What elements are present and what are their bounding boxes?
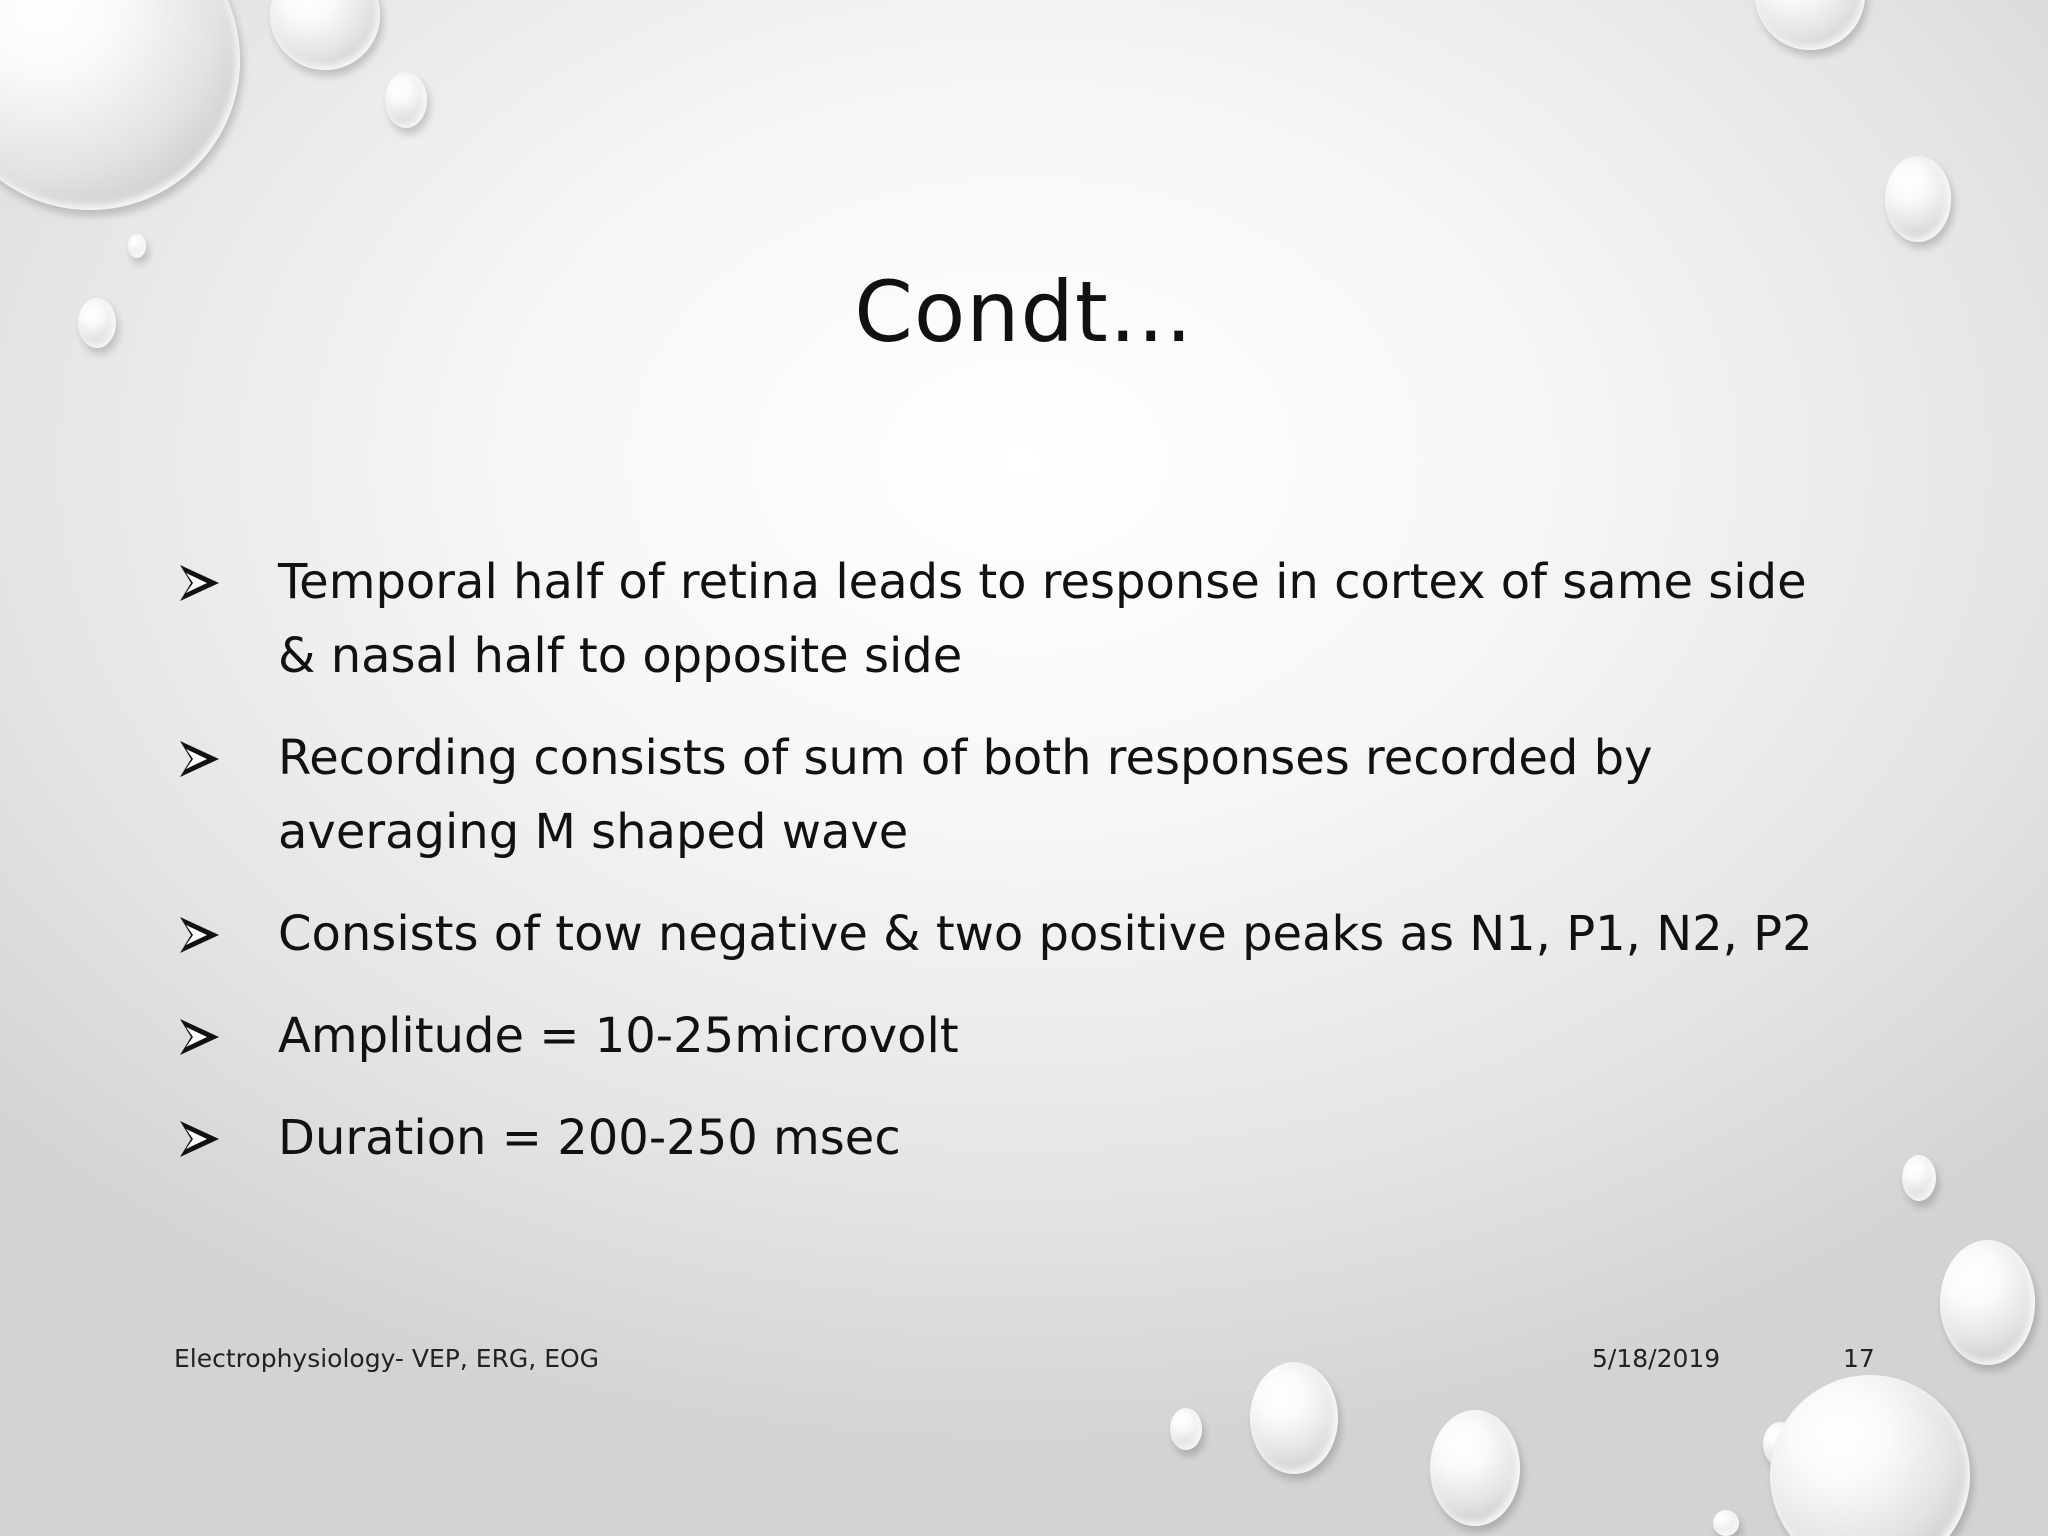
bullet-item <box>170 545 1820 693</box>
water-drop-decoration <box>1902 1155 1936 1201</box>
water-drop-decoration <box>270 0 380 70</box>
water-drop-decoration <box>385 72 427 128</box>
water-drop-decoration <box>1250 1362 1338 1474</box>
arrowhead-bullet-icon <box>177 561 221 605</box>
water-drop-decoration <box>1885 156 1951 242</box>
bullet-text: Duration = 200-250 msec <box>278 1110 901 1166</box>
bullet-list <box>170 545 1820 1203</box>
water-drop-decoration <box>1170 1408 1202 1450</box>
bullet-item <box>170 1101 1820 1175</box>
water-drop-decoration <box>0 0 240 210</box>
arrowhead-bullet-icon <box>177 913 221 957</box>
arrowhead-bullet-icon <box>177 1117 221 1161</box>
bullet-text: Consists of tow negative & two positive peaks as N1, P1, N2, P2 <box>278 906 1813 962</box>
water-drop-decoration <box>1770 1375 1970 1536</box>
water-drop-decoration <box>1940 1240 2035 1365</box>
arrowhead-bullet-icon <box>177 737 221 781</box>
footer-presentation-title: Electrophysiology- VEP, ERG, EOG <box>174 1344 600 1373</box>
water-drop-decoration <box>128 234 146 258</box>
slide-title: Condt… <box>854 263 1194 361</box>
water-drop-decoration <box>1713 1510 1739 1536</box>
bullet-text: Amplitude = 10-25microvolt <box>278 1008 959 1064</box>
arrowhead-bullet-icon <box>177 1015 221 1059</box>
bullet-item <box>170 721 1820 869</box>
bullet-text: Temporal half of retina leads to response in cortex of same side & nasal half to opposite side <box>278 554 1807 684</box>
bullet-item <box>170 897 1820 971</box>
slide-number: 17 <box>1843 1344 1875 1373</box>
bullet-item <box>170 999 1820 1073</box>
water-drop-decoration <box>1430 1410 1520 1526</box>
water-drop-decoration <box>1755 0 1865 50</box>
footer-date: 5/18/2019 <box>1592 1344 1721 1373</box>
bullet-text: Recording consists of sum of both responses recorded by averaging M shaped wave <box>278 730 1653 860</box>
